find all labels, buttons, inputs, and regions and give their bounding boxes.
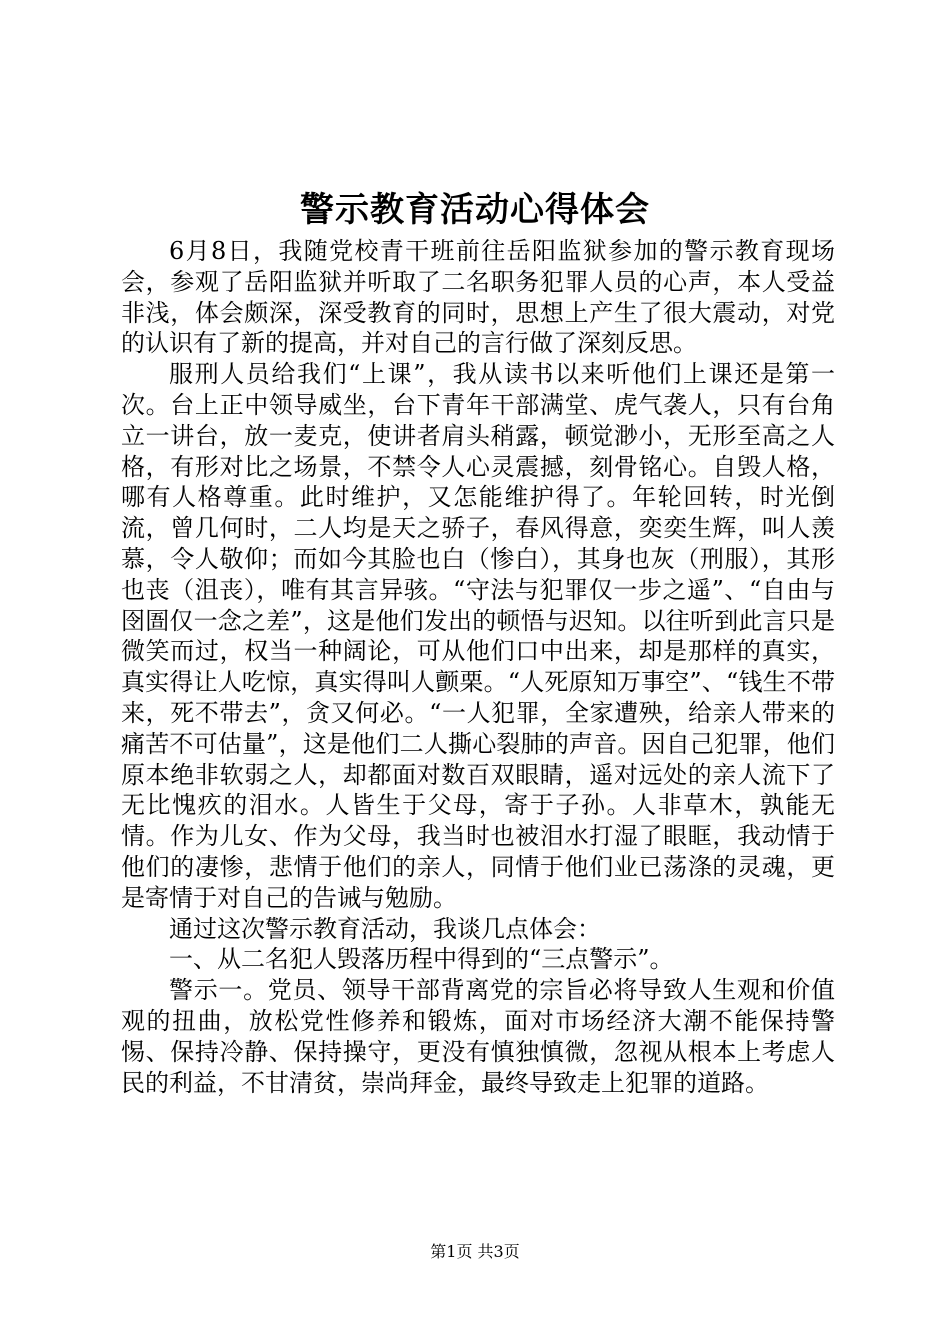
document-title: 警示教育活动心得体会 — [300, 190, 650, 230]
document-body — [121, 236, 835, 1098]
page-number-footer: 第1页 共3页 — [430, 1242, 520, 1261]
paragraph-intro: 6月8日，我随党校青干班前往岳阳监狱参加的警示教育现场会，参观了岳阳监狱并听取了二名职务犯罪人员的心声，本人受益非浅，体会颇深，深受教育的同时，思想上产生了很大震动，对党的认识有了新的提高，并对自己的言行做了深刻反思。 — [121, 237, 835, 358]
paragraph-section-heading: 一、从二名犯人毁落历程中得到的“三点警示”。 — [169, 945, 674, 974]
paragraph-experience-intro: 通过这次警示教育活动，我谈几点体会： — [169, 914, 601, 943]
paragraph-lesson: 服刑人员给我们“上课”，我从读书以来听他们上课还是第一次。台上正中领导威坐，台下青年干部满堂、虎气袭人，只有台角立一讲台，放一麦克，使讲者肩头稍露，顿觉渺小，无形至高之人格，有形对比之场景，不禁令人心灵震撼，刻骨铭心。自毁人格，哪有人格尊重。此时维护，又怎能维护得了。年轮回转，时光倒流，曾几何时，二人均是天之骄子，春风得意，奕奕生辉，叫人羡慕，令人敬仰；而如今其脸也白（惨白），其身也灰（刑服），其形也丧（沮丧），唯有其言异骇。“守法与犯罪仅一步之遥”、“自由与囹圄仅一念之差”，这是他们发出的顿悟与迟知。以往听到此言只是微笑而过，权当一种阔论，可从他们口中出来，却是那样的真实，真实得让人吃惊，真实得叫人颤栗。“人死原知万事空”、“钱生不带来，死不带去”，贪又何必。“一人犯罪，全家遭殃，给亲人带来的痛苦不可估量”，这是他们二人撕心裂肺的声音。因自己犯罪，他们原本绝非软弱之人，却都面对数百双眼睛，遥对远处的亲人流下了无比愧疚的泪水。人皆生于父母，寄于子孙。人非草木，孰能无情。作为儿女、作为父母，我当时也被泪水打湿了眼眶，我动情于他们的凄惨，悲情于他们的亲人，同情于他们业已荡涤的灵魂，更是寄情于对自己的告诫与勉励。 — [121, 360, 835, 912]
paragraph-warning-one: 警示一。党员、领导干部背离党的宗旨必将导致人生观和价值观的扭曲，放松党性修养和锻炼，面对市场经济大潮不能保持警惕、保持冷静、保持操守，更没有慎独慎微，忽视从根本上考虑人民的利益，不甘清贫，崇尚拜金，最终导致走上犯罪的道路。 — [121, 976, 835, 1097]
